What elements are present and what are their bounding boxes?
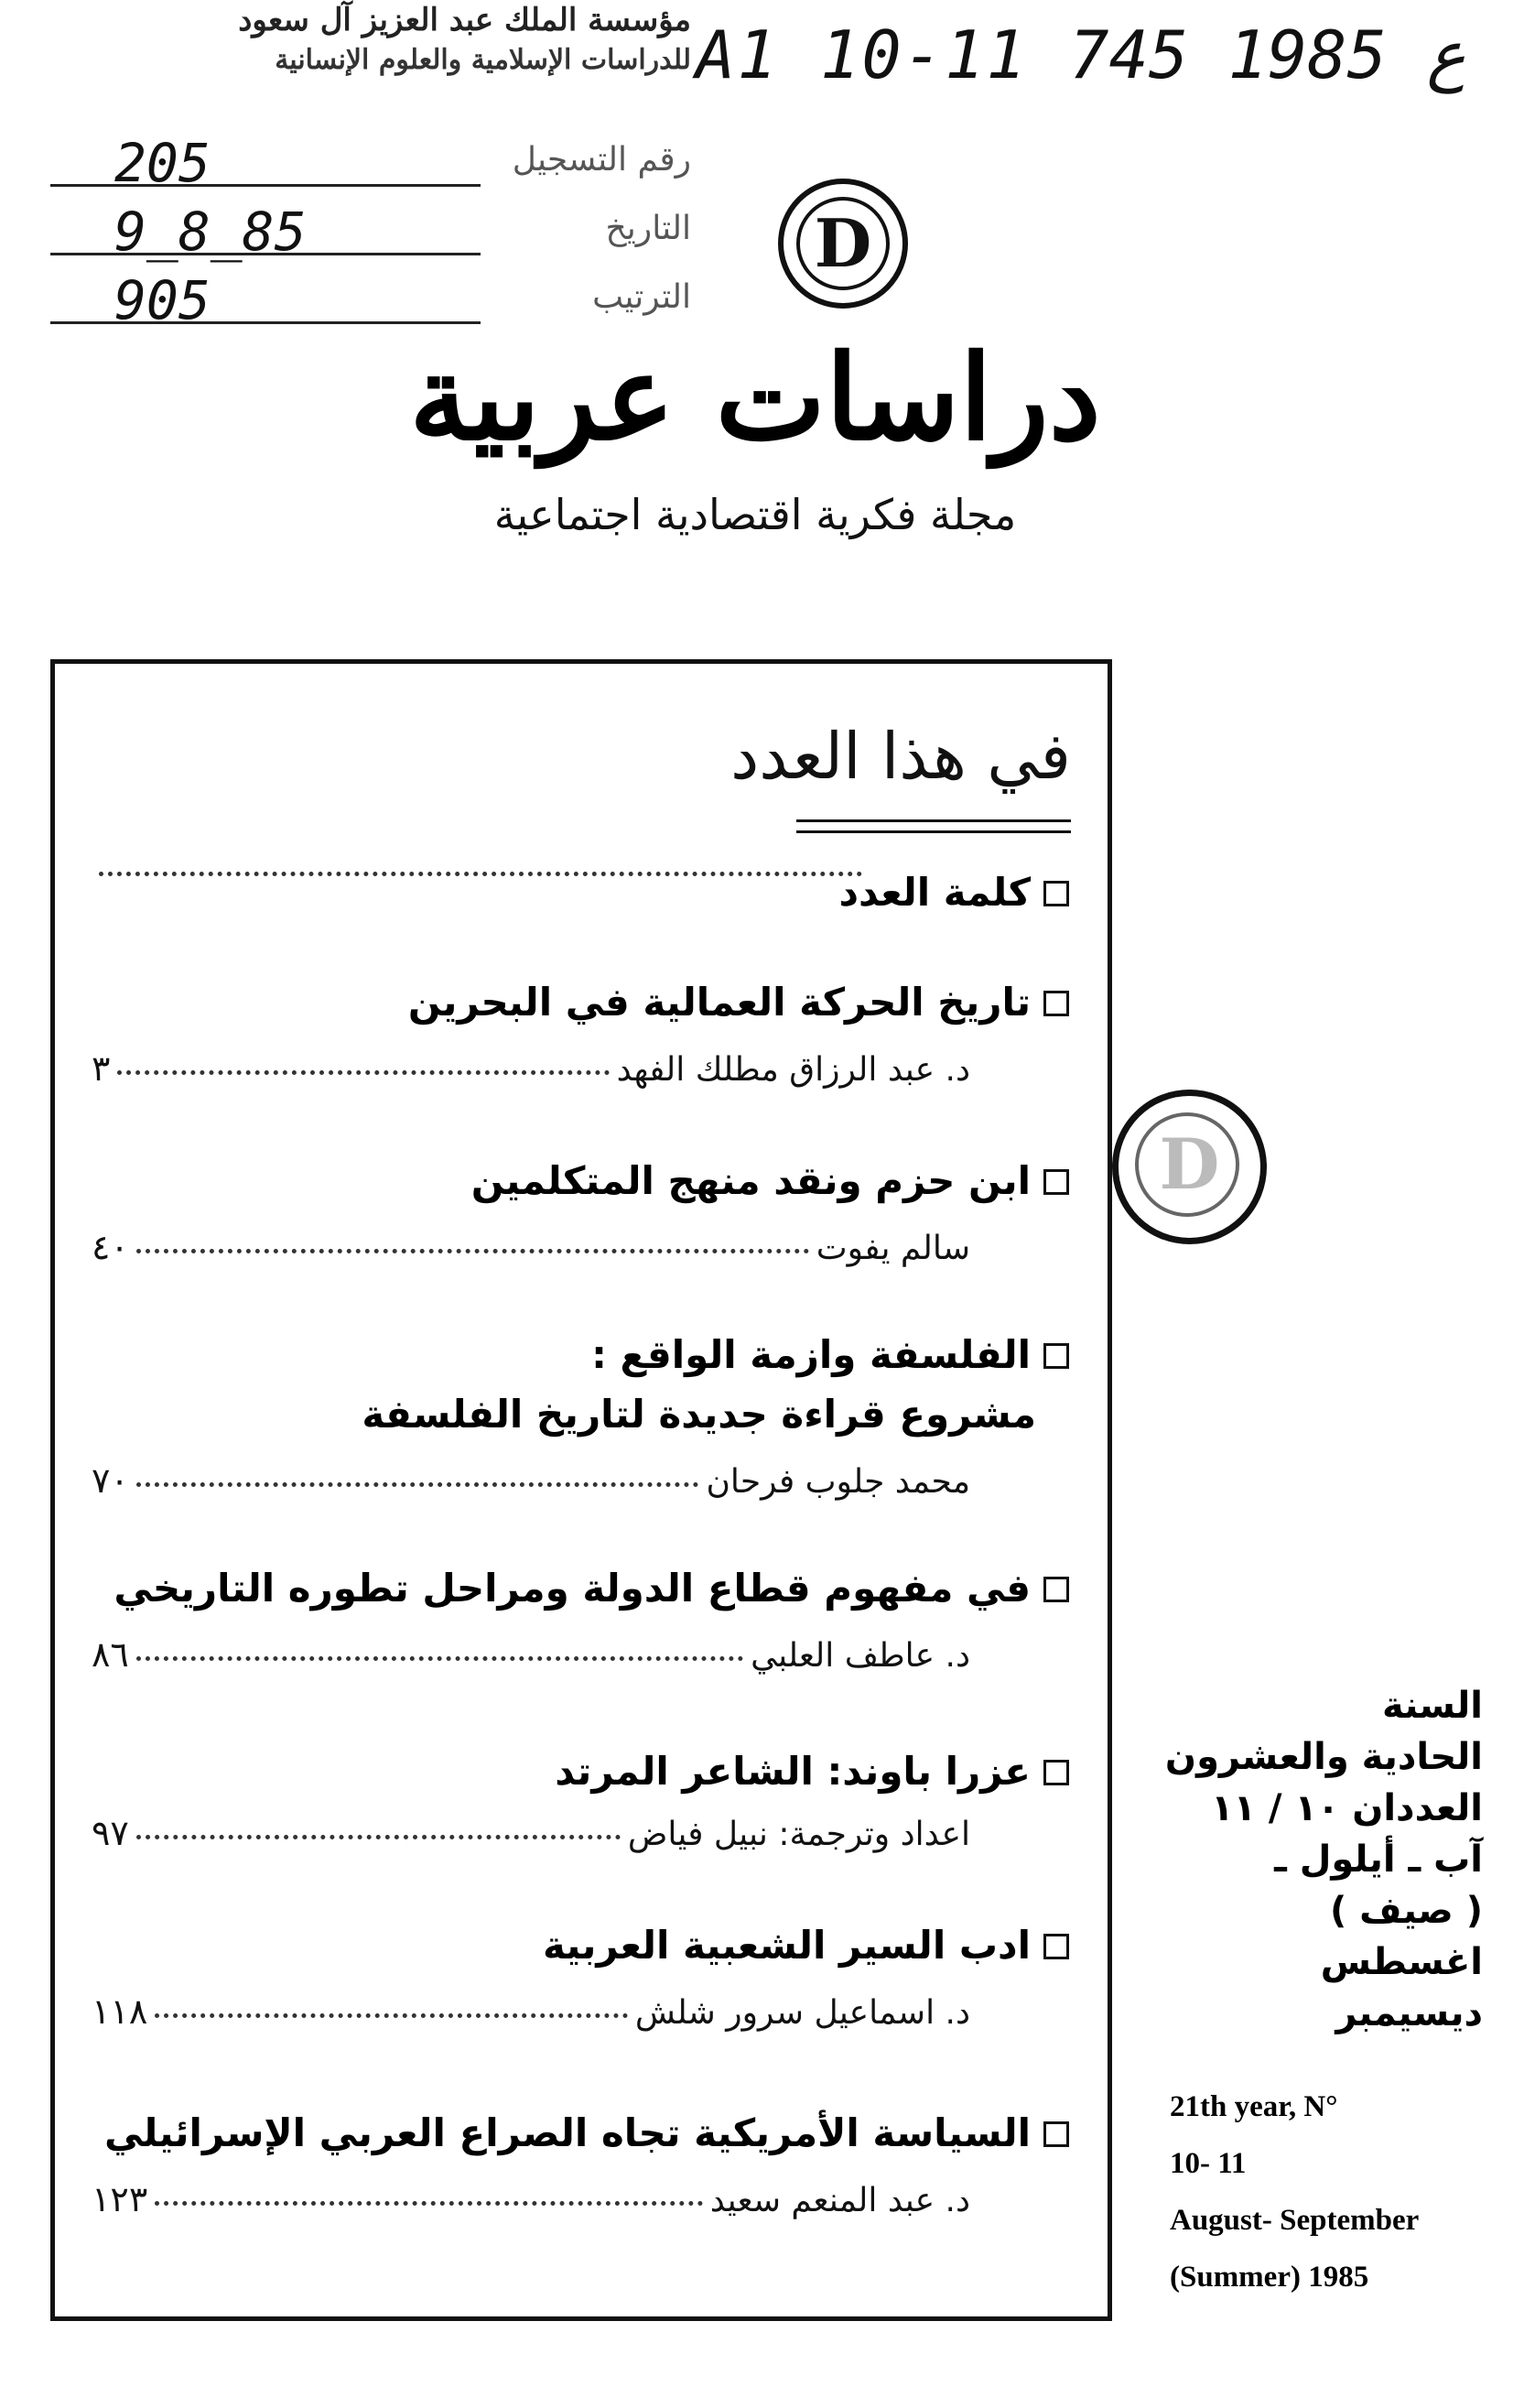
toc-item-author: اعداد وترجمة: نبيل فياض: [627, 1816, 970, 1853]
toc-item-subtitle: مشروع قراءة جديدة لتاريخ الفلسفة: [362, 1392, 1036, 1437]
issue-year-label: السنة: [1381, 1685, 1483, 1727]
toc-item-author: د. عاطف العلبي: [751, 1637, 970, 1675]
stamp-date-row: [32, 197, 691, 261]
checkbox-icon: [1043, 1169, 1069, 1195]
toc-item-title: في مفهوم قطاع الدولة ومراحل تطوره التاريخي: [113, 1566, 1069, 1611]
toc-item-author-line: [92, 1634, 970, 1675]
stamp-org-line2: للدراسات الإسلامية والعلوم الإنسانية: [275, 44, 691, 76]
issue-months-alt: اغسطس ديسيمبر: [1320, 1941, 1483, 2034]
issue-year-en: 21th year, N°: [1170, 2090, 1338, 2123]
heading-rule: [796, 830, 1071, 833]
side-logo: [1112, 1090, 1267, 1244]
checkbox-icon: [1043, 1577, 1069, 1602]
toc-item-page: ٧٠: [92, 1460, 129, 1501]
heading-rule: [796, 819, 1071, 822]
issue-season-en: (Summer) 1985: [1170, 2261, 1369, 2294]
checkbox-icon: [1043, 1934, 1069, 1959]
issue-info-arabic: [1162, 1680, 1483, 2039]
issue-months: آب ـ أيلول ـ: [1274, 1839, 1483, 1881]
toc-item-author: د. اسماعيل سرور شلش: [634, 1994, 970, 2032]
toc-item-page: ١١٨: [92, 1991, 148, 2032]
checkbox-icon: [1043, 1343, 1069, 1369]
contents-heading: في هذا العدد: [730, 719, 1071, 794]
toc-item-title: كلمة العدد: [838, 870, 1069, 915]
handwritten-code: A1 10-11 ع 1985 745: [696, 16, 1466, 93]
journal-title: دراسات عربية: [409, 330, 1101, 467]
issue-numbers: العددان ١٠ / ١١: [1211, 1787, 1483, 1829]
logo-letter: D: [814, 204, 872, 282]
stamp-registration-label: رقم التسجيل: [512, 141, 691, 179]
stamp-underline: [50, 184, 481, 187]
toc-item-page: ٩٧: [92, 1813, 129, 1853]
toc-item-page: ٤٠: [92, 1227, 129, 1267]
dot-leader: [99, 872, 862, 876]
issue-season: ( صيف ): [1329, 1890, 1483, 1932]
dot-leader: [136, 1656, 743, 1661]
toc-item-author-line: [92, 1991, 970, 2032]
toc-item-title: تاريخ الحركة العمالية في البحرين: [408, 980, 1069, 1025]
issue-info-english: [1170, 2078, 1499, 2305]
stamp-order-value: 905: [114, 269, 211, 331]
toc-item-page: ١٢٣: [92, 2179, 148, 2219]
dot-leader: [155, 2201, 702, 2206]
logo-letter: D: [1159, 1123, 1220, 1205]
stamp-date-value: 9_8_85: [114, 201, 307, 263]
issue-numbers-en: 10- 11: [1170, 2147, 1247, 2180]
dot-leader: [136, 1249, 809, 1253]
dot-leader: [117, 1070, 609, 1075]
toc-item-title: ابن حزم ونقد منهج المتكلمين: [471, 1158, 1069, 1203]
dot-leader: [136, 1482, 699, 1487]
dot-leader: [136, 1835, 621, 1839]
toc-item-author: سالم يفوت: [816, 1230, 970, 1267]
toc-item-author-line: [92, 1460, 970, 1501]
issue-year-value: الحادية والعشرون: [1164, 1736, 1483, 1778]
toc-item-author: محمد جلوب فرحان: [706, 1463, 970, 1501]
stamp-order-label: الترتيب: [592, 278, 691, 316]
toc-item-author-line: [92, 1048, 970, 1089]
toc-item-author-line: [92, 2179, 970, 2219]
toc-item-title: الفلسفة وازمة الواقع :: [591, 1332, 1069, 1377]
dot-leader: [155, 2013, 628, 2018]
checkbox-icon: [1043, 881, 1069, 906]
contents-box: [50, 659, 1112, 2321]
toc-item-author-line: [92, 1227, 970, 1267]
stamp-date-label: التاريخ: [605, 210, 691, 247]
stamp-order-row: [32, 266, 691, 330]
toc-item-author: د. عبد المنعم سعيد: [709, 2182, 970, 2219]
registration-stamp: [14, 0, 691, 348]
toc-item-leader: [92, 877, 870, 882]
toc-item-author: د. عبد الرزاق مطلك الفهد: [616, 1051, 970, 1089]
journal-logo: [778, 179, 908, 309]
stamp-org-line1: مؤسسة الملك عبد العزيز آل سعود: [238, 2, 691, 38]
stamp-underline: [50, 321, 481, 324]
checkbox-icon: [1043, 1760, 1069, 1785]
checkbox-icon: [1043, 991, 1069, 1016]
toc-item-title: ادب السير الشعبية العربية: [543, 1923, 1069, 1968]
toc-item-page: ٨٦: [92, 1634, 129, 1675]
stamp-underline: [50, 253, 481, 255]
toc-item-title: السياسة الأمريكية تجاه الصراع العربي الإسرائيلي: [104, 2110, 1069, 2155]
issue-months-en: August- September: [1170, 2204, 1420, 2237]
journal-subtitle: مجلة فكرية اقتصادية اجتماعية: [493, 490, 1017, 539]
toc-item-page: ٣: [92, 1048, 111, 1089]
stamp-registration-value: 205: [114, 132, 211, 194]
toc-item-author-line: [92, 1813, 970, 1853]
toc-item-title: عزرا باوند: الشاعر المرتد: [555, 1749, 1069, 1794]
checkbox-icon: [1043, 2121, 1069, 2147]
stamp-registration-row: [32, 128, 691, 192]
